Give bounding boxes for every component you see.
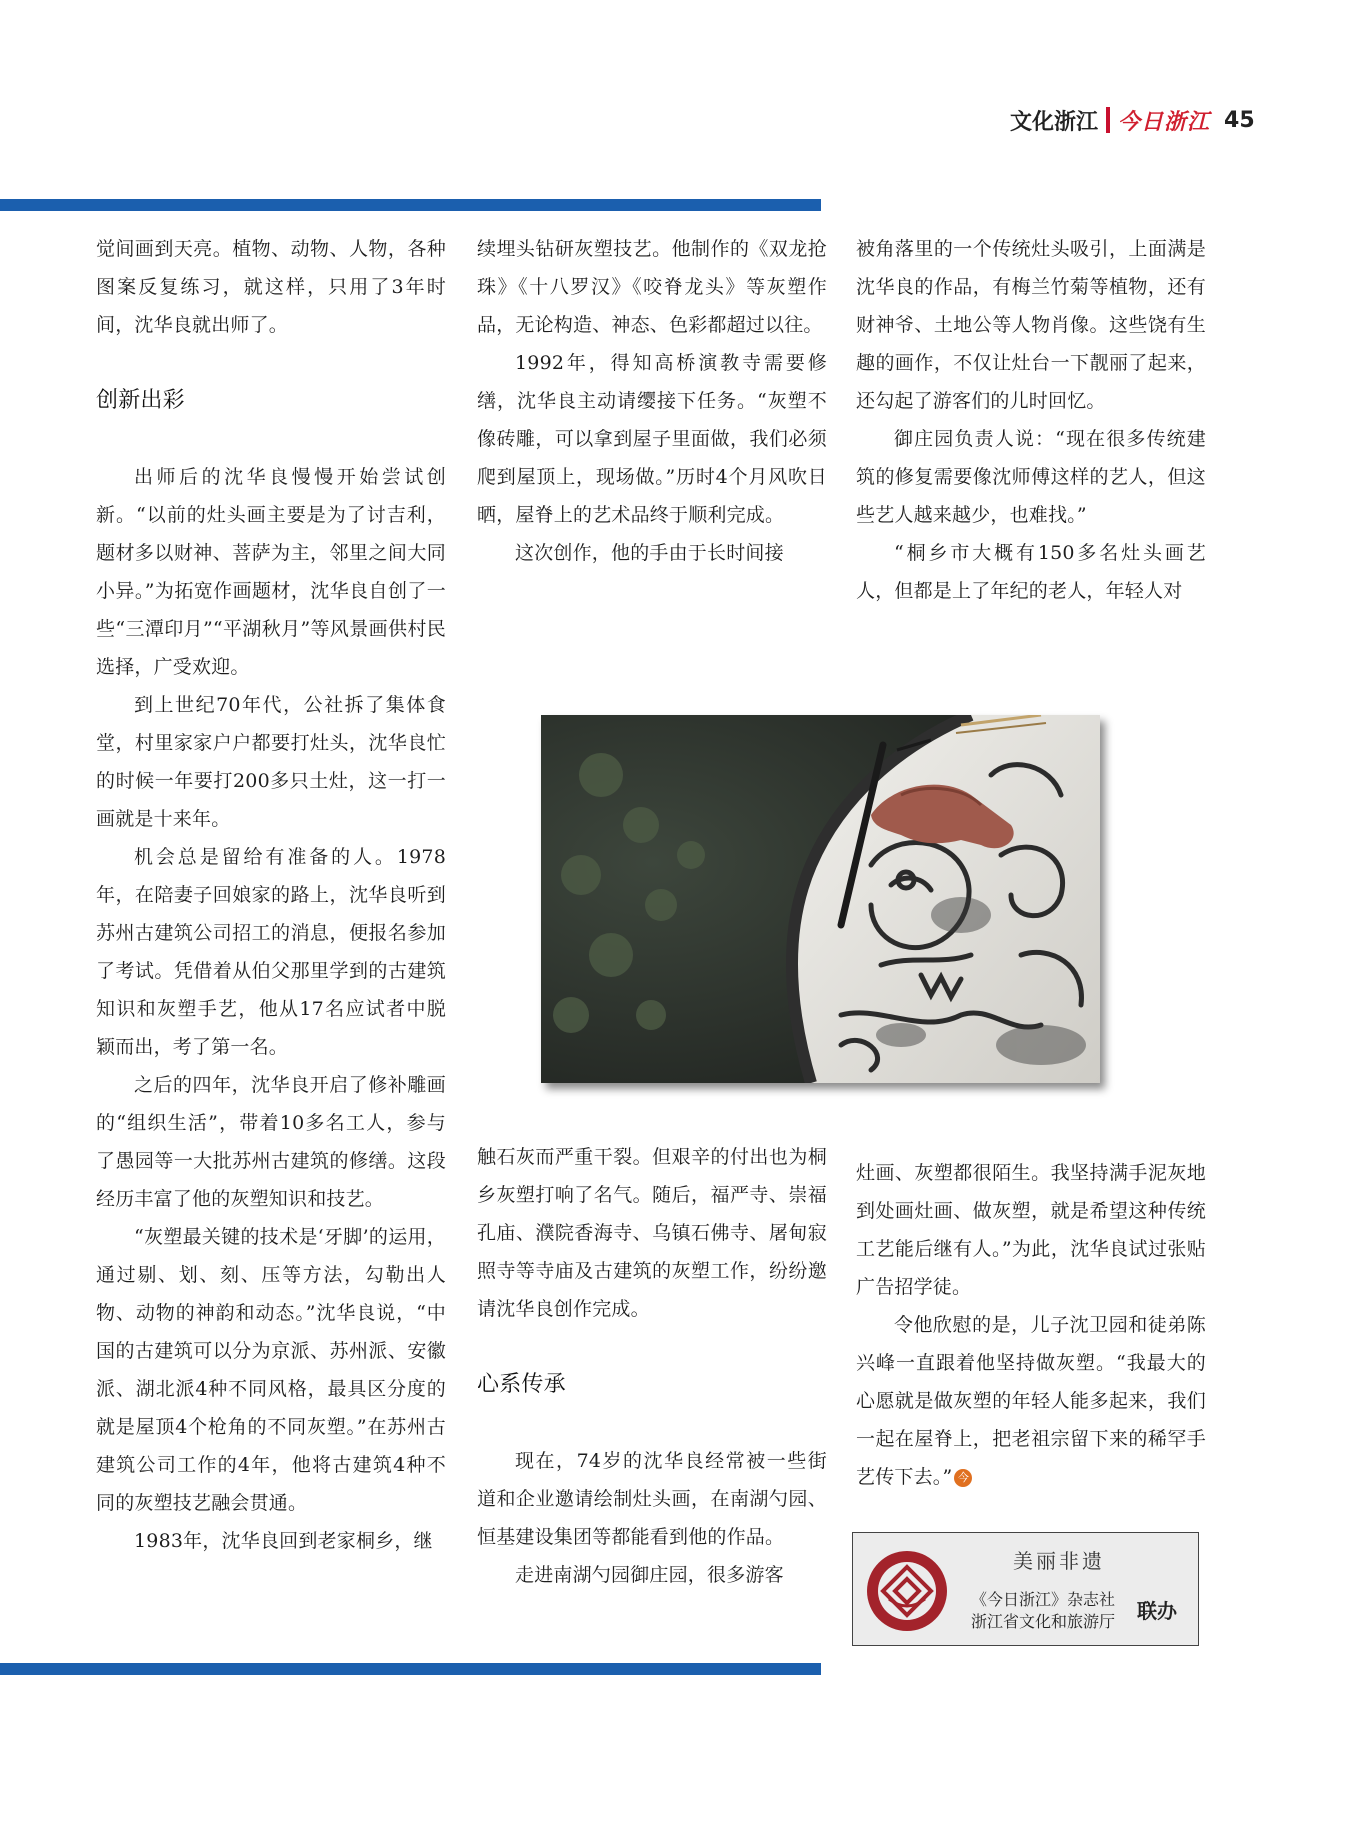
paragraph: 出师后的沈华良慢慢开始尝试创新。“以前的灶头画主要是为了讨吉利，题材多以财神、菩萨为主，邻里之间大同小异。”为拓宽作画题材，沈华良自创了一些“三潭印月”“平湖秋月”等风景画供村民选择，广受欢迎。 (96, 466, 446, 678)
paragraph: “桐乡市大概有150多名灶头画艺人，但都是上了年纪的老人，年轻人对 (856, 542, 1206, 602)
section-heading-innovation: 创新出彩 (96, 388, 185, 413)
paragraph: 触石灰而严重干裂。但艰辛的付出也为桐乡灰塑打响了名气。随后，福严寺、崇福孔庙、濮院香海寺、乌镇石佛寺、屠甸寂照寺等寺庙及古建筑的灰塑工作，纷纷邀请沈华良创作完成。 (477, 1146, 827, 1320)
section-heading-heritage: 心系传承 (477, 1372, 566, 1397)
paragraph: 走进南湖勺园御庄园，很多游客 (515, 1564, 784, 1586)
badge-organizer-department: 浙江省文化和旅游厅 (971, 1612, 1116, 1631)
paragraph: 被角落里的一个传统灶头吸引，上面满是沈华良的作品，有梅兰竹菊等植物，还有财神爷、土地公等人物肖像。这些饶有生趣的画作，不仅让灶台一下靓丽了起来，还勾起了游客们的儿时回忆。 (856, 238, 1206, 412)
paragraph: 1992年，得知高桥演教寺需要修缮，沈华良主动请缨接下任务。“灰塑不像砖雕，可以拿到屋子里面做，我们必须爬到屋顶上，现场做。”历时4个月风吹日晒，屋脊上的艺术品终于顺利完成。 (477, 352, 827, 526)
article-column-3-bottom (856, 1154, 1206, 1496)
heritage-logo-icon (865, 1549, 949, 1633)
heritage-badge (852, 1532, 1199, 1646)
spacer (477, 1328, 827, 1366)
header-divider (1106, 107, 1110, 133)
paragraph: 觉间画到天亮。植物、动物、人物，各种图案反复练习，就这样，只用了3年时间，沈华良就出师了。 (96, 238, 446, 336)
magazine-logo: 今日浙江 (1118, 108, 1211, 135)
badge-joint-label: 联办 (1137, 1599, 1177, 1623)
article-column-2-bottom (477, 1138, 827, 1594)
paragraph: 机会总是留给有准备的人。1978年，在陪妻子回娘家的路上，沈华良听到苏州古建筑公司招工的消息，便报名参加了考试。凭借着从伯父那里学到的古建筑知识和灰塑手艺，他从17名应试者中脱颖而出，考了第一名。 (96, 846, 446, 1058)
badge-title: 美丽非遗 (1013, 1549, 1105, 1573)
article-column-3-top (856, 230, 1206, 610)
paragraph: 之后的四年，沈华良开启了修补雕画的“组织生活”，带着10多名工人，参与了愚园等一大批苏州古建筑的修缮。这段经历丰富了他的灰塑知识和技艺。 (96, 1074, 446, 1210)
spacer (96, 420, 446, 458)
spacer (477, 1404, 827, 1442)
article-column-1 (96, 230, 446, 1560)
spacer (96, 344, 446, 382)
final-text: 令他欣慰的是，儿子沈卫园和徒弟陈兴峰一直跟着他坚持做灰塑。“我最大的心愿就是做灰塑的年轻人能多起来，我们一起在屋脊上，把老祖宗留下来的稀罕手艺传下去。” (856, 1314, 1206, 1488)
article-photo (541, 715, 1100, 1083)
paragraph: “灰塑最关键的技术是‘牙脚’的运用，通过剔、划、刻、压等方法，勾勒出人物、动物的神韵和动态。”沈华良说，“中国的古建筑可以分为京派、苏州派、安徽派、湖北派4种不同风格，最具区分度的就是屋顶4个枪角的不同灰塑。”在苏州古建筑公司工作的4年，他将古建筑4种不同的灰塑技艺融会贯通。 (96, 1226, 446, 1514)
top-rule (0, 199, 821, 211)
paragraph: 现在，74岁的沈华良经常被一些街道和企业邀请绘制灶头画，在南湖勺园、恒基建设集团等都能看到他的作品。 (477, 1450, 827, 1548)
paragraph: 续埋头钻研灰塑技艺。他制作的《双龙抢珠》《十八罗汉》《咬脊龙头》等灰塑作品，无论构造、神态、色彩都超过以往。 (477, 238, 827, 336)
badge-organizer-magazine: 《今日浙江》杂志社 (971, 1590, 1116, 1609)
paragraph: 御庄园负责人说：“现在很多传统建筑的修复需要像沈师傅这样的艺人，但这些艺人越来越少，也难找。” (856, 428, 1206, 526)
bottom-rule (0, 1663, 821, 1675)
paragraph: 这次创作，他的手由于长时间接 (515, 542, 784, 564)
photo-illustration (541, 715, 1100, 1083)
paragraph: 灶画、灰塑都很陌生。我坚持满手泥灰地到处画灶画、做灰塑，就是希望这种传统工艺能后继有人。”为此，沈华良试过张贴广告招学徒。 (856, 1162, 1206, 1298)
page-number: 45 (1224, 107, 1255, 133)
end-mark-icon: 今 (954, 1469, 972, 1487)
paragraph: 到上世纪70年代，公社拆了集体食堂，村里家家户户都要打灶头，沈华良忙的时候一年要打200多只土灶，这一打一画就是十来年。 (96, 694, 446, 830)
paragraph-final (856, 1306, 1206, 1496)
page-header (1010, 100, 1255, 140)
section-title: 文化浙江 (1010, 109, 1099, 135)
article-column-2-top (477, 230, 827, 572)
paragraph: 1983年，沈华良回到老家桐乡，继 (134, 1530, 433, 1552)
